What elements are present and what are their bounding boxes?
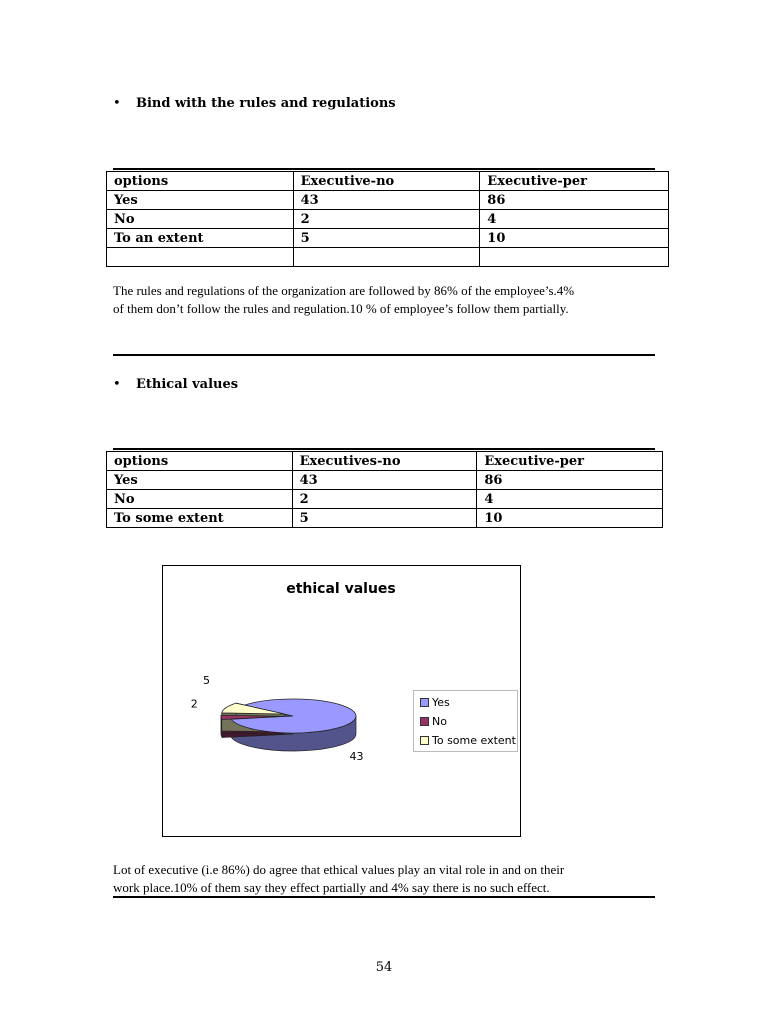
legend-item bbox=[420, 734, 516, 748]
table-header-row bbox=[107, 172, 669, 191]
table-cell: 43 bbox=[292, 471, 477, 490]
pie-data-label: 2 bbox=[190, 697, 198, 711]
table-header-cell: options bbox=[107, 452, 293, 471]
legend-swatch bbox=[420, 698, 429, 707]
paragraph-line: The rules and regulations of the organization are followed by 86% of the employee’s.4% bbox=[113, 283, 575, 298]
legend-item bbox=[420, 696, 450, 710]
table-cell: 2 bbox=[293, 210, 480, 229]
table-cell: 10 bbox=[477, 509, 663, 528]
table-header-cell: Executives-no bbox=[292, 452, 477, 471]
table-cell: To some extent bbox=[107, 509, 293, 528]
legend-item bbox=[420, 715, 447, 729]
table-row bbox=[107, 229, 669, 248]
pie-data-label: 43 bbox=[349, 750, 364, 764]
legend-swatch bbox=[420, 717, 429, 726]
table-cell: 4 bbox=[480, 210, 669, 229]
table-header-cell: Executive-per bbox=[477, 452, 663, 471]
table-row bbox=[107, 210, 669, 229]
table-cell: 5 bbox=[292, 509, 477, 528]
section-rule bbox=[113, 896, 655, 898]
table-cell: 86 bbox=[477, 471, 663, 490]
table-cell bbox=[107, 248, 294, 267]
table-cell: 4 bbox=[477, 490, 663, 509]
table-cell: 5 bbox=[293, 229, 480, 248]
section-divider bbox=[113, 354, 655, 356]
table-row bbox=[107, 471, 663, 490]
legend-label: No bbox=[432, 715, 447, 728]
bullet-icon: • bbox=[113, 377, 121, 392]
table-cell: 86 bbox=[480, 191, 669, 210]
table-row bbox=[107, 490, 663, 509]
table-cell bbox=[480, 248, 669, 267]
ethical-paragraph bbox=[113, 861, 564, 897]
paragraph-line: Lot of executive (i.e 86%) do agree that ethical values play an vital role in and on their bbox=[113, 862, 565, 877]
table-cell: 10 bbox=[480, 229, 669, 248]
paragraph-line: of them don’t follow the rules and regulation.10 % of employee’s follow them partially. bbox=[113, 301, 569, 316]
rules-table bbox=[106, 171, 669, 267]
table-header-row bbox=[107, 452, 663, 471]
legend-swatch bbox=[420, 736, 429, 745]
chart-title: ethical values bbox=[286, 581, 396, 597]
table-cell: No bbox=[107, 490, 293, 509]
table-cell: 2 bbox=[292, 490, 477, 509]
table-cell bbox=[293, 248, 480, 267]
legend-label: To some extent bbox=[432, 734, 516, 747]
table-row bbox=[107, 509, 663, 528]
table-header-cell: Executive-per bbox=[480, 172, 669, 191]
table-cell: To an extent bbox=[107, 229, 294, 248]
table-cell: Yes bbox=[107, 471, 293, 490]
legend-label: Yes bbox=[432, 696, 450, 709]
rules-paragraph bbox=[113, 282, 574, 318]
table-cell: No bbox=[107, 210, 294, 229]
section-heading-rules: Bind with the rules and regulations bbox=[136, 96, 396, 111]
table-header-cell: options bbox=[107, 172, 294, 191]
table-header-cell: Executive-no bbox=[293, 172, 480, 191]
chart-legend bbox=[413, 690, 518, 752]
table-cell: Yes bbox=[107, 191, 294, 210]
bullet-icon: • bbox=[113, 96, 121, 111]
section-heading-ethical: Ethical values bbox=[136, 377, 239, 392]
ethical-table bbox=[106, 451, 663, 528]
table-row bbox=[107, 191, 669, 210]
table-cell: 43 bbox=[293, 191, 480, 210]
section-rule bbox=[113, 448, 655, 450]
page-number: 54 bbox=[375, 960, 393, 975]
pie-data-label: 5 bbox=[202, 673, 210, 687]
paragraph-line: work place.10% of them say they effect partially and 4% say there is no such effect. bbox=[113, 880, 550, 895]
table-row bbox=[107, 248, 669, 267]
ethical-values-chart bbox=[162, 565, 521, 837]
section-rule bbox=[113, 168, 655, 170]
